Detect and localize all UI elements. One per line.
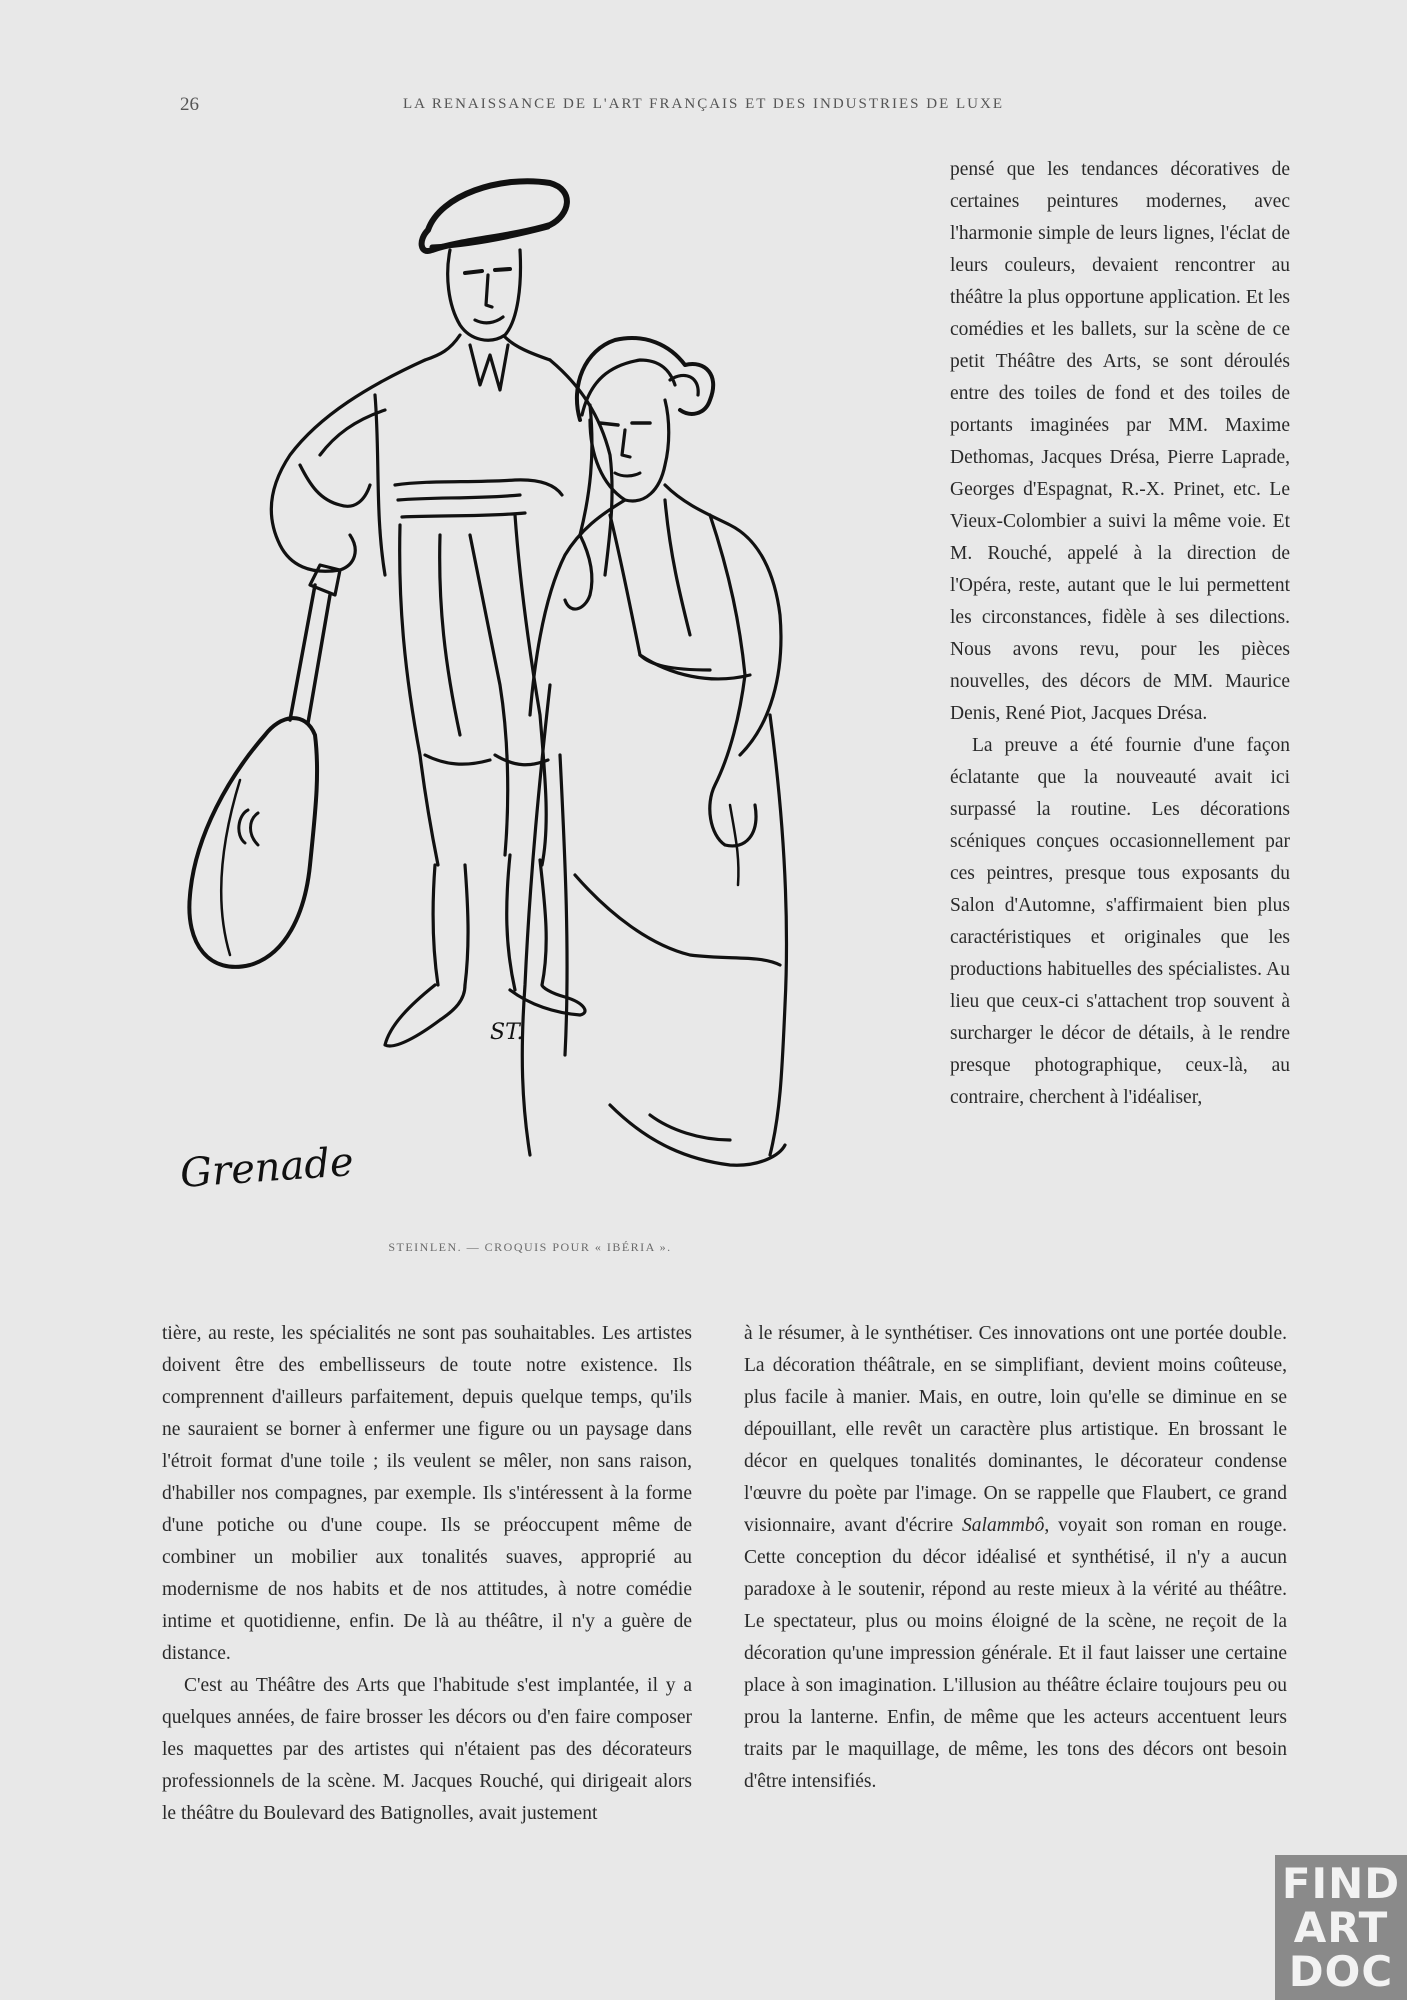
column-right-top bbox=[950, 154, 1290, 1114]
column-left-bottom bbox=[162, 1318, 692, 1830]
guitar-neck bbox=[290, 585, 330, 723]
sketch-illustration bbox=[170, 155, 910, 1215]
paragraph: La preuve a été fournie d'une façon éclatante que la nouveauté avait ici surpassé la routine. Les décorations scéniques conçues occasionnellement par ces peintres, presque tous exposants du Salon d'Automne, s'affirmaient bien plus caractéristiques et originales que les productions habituelles des spécialistes. Au lieu que ceux-ci s'attachent trop souvent à surcharger le décor de détails, à le rendre presque photographique, ceux-là, au contraire, cherchent à l'idéaliser, bbox=[950, 735, 1290, 1108]
watermark-line: FIND bbox=[1281, 1858, 1401, 1908]
findartdoc-watermark bbox=[1275, 1855, 1407, 2000]
page-number: 26 bbox=[180, 94, 199, 115]
paragraph: tière, au reste, les spécialités ne sont pas souhaitables. Les artistes doivent être des embellisseurs de toute notre existence. Ils comprennent d'ailleurs parfaitement, depuis quelque temps, qu'ils ne sauraient se borner à enfermer une figure ou un paysage dans l'étroit format d'une toile ; ils veulent se mêler, non sans raison, d'habiller nos compagnes, par exemple. Ils s'intéressent à la forme d'une potiche ou d'une coupe. Ils se préoccupent même de combiner un mobilier aux tonalités suaves, approprié au modernisme de nos habits et de nos attitudes, à notre comédie intime et quotidienne, enfin. De là au théâtre, il n'y a guère de distance. bbox=[162, 1323, 692, 1664]
paragraph: C'est au Théâtre des Arts que l'habitude s'est implantée, il y a quelques années, de faire brosser les décors ou d'en faire composer les maquettes par des artistes qui n'étaient pas des décorateurs professionnels de la scène. M. Jacques Rouché, qui dirigeait alors le théâtre du Boulevard des Batignolles, avait justement bbox=[162, 1675, 692, 1824]
ink-sketch bbox=[170, 155, 910, 1215]
man-shoe-left bbox=[385, 985, 465, 1046]
italic-title: Salammbô bbox=[962, 1515, 1045, 1536]
woman-face bbox=[590, 400, 669, 501]
man-face bbox=[448, 250, 521, 340]
column-right-bottom bbox=[744, 1318, 1287, 1798]
figure-caption: STEINLEN. — CROQUIS POUR « IBÉRIA ». bbox=[388, 1240, 672, 1254]
watermark-line: ART bbox=[1293, 1902, 1389, 1952]
man-legs bbox=[400, 525, 438, 865]
handwritten-title: Grenade bbox=[178, 1138, 356, 1198]
text-run: , voyait son roman en rouge. Cette conception du décor idéalisé et synthétisé, il n'y a aucun paradoxe à le soutenir, répond au reste mieux à la vérité au théâtre. Le spectateur, plus ou moins éloigné de la scène, ne reçoit de la décoration qu'une impression générale. Et il faut laisser une certaine place à son imagination. L'illusion au théâtre éclaire toujours peu ou prou la lanterne. Enfin, de même que les acteurs accentuent leurs traits par le maquillage, de même, les tons des décors ont besoin d'être intensifiés. bbox=[744, 1515, 1287, 1792]
man-shoe-right bbox=[510, 985, 585, 1015]
running-head: LA RENAISSANCE DE L'ART FRANÇAIS ET DES INDUSTRIES DE LUXE bbox=[402, 96, 1005, 112]
artist-initials: ST. bbox=[490, 1020, 524, 1045]
watermark-line: DOC bbox=[1288, 1946, 1394, 1996]
man-jacket bbox=[271, 360, 425, 571]
text-run: à le résumer, à le synthétiser. Ces innovations ont une portée double. La décoration théâtrale, en se simplifiant, devient moins coûteuse, plus facile à manier. Mais, en outre, loin qu'elle se diminue en se dépouillant, elle revêt un caractère plus artistique. En brossant le décor en quelques tonalités dominantes, le décorateur condense l'œuvre du poète par l'image. On se rappelle que Flaubert, ce grand visionnaire, avant d'écrire bbox=[744, 1323, 1287, 1536]
man-sash bbox=[395, 480, 562, 495]
guitar-body bbox=[189, 718, 317, 967]
paragraph bbox=[744, 1318, 1287, 1798]
paragraph: pensé que les tendances décoratives de certaines peintures modernes, avec l'harmonie simple de leurs lignes, l'éclat de leurs couleurs, devaient rencontrer au théâtre la plus opportune application. Et les comédies et les ballets, sur la scène de ce petit Théâtre des Arts, se sont déroulés entre des toiles de fond et des toiles de portants imaginées par MM. Maxime Dethomas, Jacques Drésa, Pierre Laprade, Georges d'Espagnat, R.-X. Prinet, etc. Le Vieux-Colombier a suivi la même voie. Et M. Rouché, appelé à la direction de l'Opéra, reste, autant que le lui permettent les circonstances, fidèle à ses dilections. Nous avons revu, pour les pièces nouvelles, des décors de MM. Maurice Denis, René Piot, Jacques Drésa. bbox=[950, 159, 1290, 724]
